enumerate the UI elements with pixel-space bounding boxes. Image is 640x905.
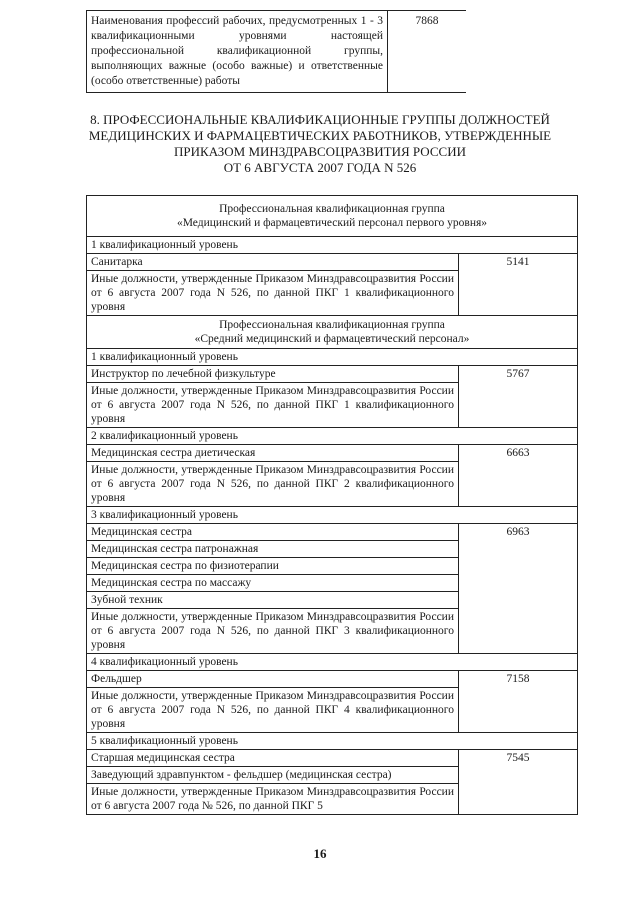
top-table-fragment (86, 10, 466, 93)
position-name: Иные должности, утвержденные Приказом Минздравсоцразвития России от 6 августа 2007 года N 526, по данной ПКГ 3 квалификационного уровня (87, 609, 459, 654)
level-label: 1 квалификационный уровень (87, 349, 578, 366)
level-label: 5 квалификационный уровень (87, 733, 578, 750)
salary-value: 6663 (459, 445, 578, 507)
level-row (87, 654, 578, 671)
group-header-row (87, 316, 578, 349)
section-heading-line: МЕДИЦИНСКИХ И ФАРМАЦЕВТИЧЕСКИХ РАБОТНИКОВ, УТВЕРЖДЕННЫЕ (88, 128, 552, 143)
group-title (87, 196, 578, 237)
level-row (87, 237, 578, 254)
section-heading (70, 112, 570, 176)
level-row (87, 733, 578, 750)
group-title-line: Профессиональная квалификационная группа (219, 203, 445, 215)
table-row (87, 366, 578, 383)
group-title-line: «Медицинский и фармацевтический персонал первого уровня» (176, 217, 488, 229)
table-row (87, 750, 578, 767)
position-name: Медицинская сестра диетическая (87, 445, 459, 462)
position-name: Иные должности, утвержденные Приказом Минздравсоцразвития России от 6 августа 2007 года N 526, по данной ПКГ 2 квалификационного уровня (87, 462, 459, 507)
table-row (87, 671, 578, 688)
salary-value: 6963 (459, 524, 578, 654)
position-name: Зубной техник (87, 592, 459, 609)
level-label: 3 квалификационный уровень (87, 507, 578, 524)
qualification-groups-table (86, 195, 578, 815)
position-name: Заведующий здравпунктом - фельдшер (медицинская сестра) (87, 767, 459, 784)
position-name: Медицинская сестра патронажная (87, 541, 459, 558)
position-name: Санитарка (87, 254, 459, 271)
level-row (87, 507, 578, 524)
group-title-line: Профессиональная квалификационная группа (219, 319, 445, 331)
position-name: Старшая медицинская сестра (87, 750, 459, 767)
section-heading-line: ПРИКАЗОМ МИНЗДРАВСОЦРАЗВИТИЯ РОССИИ (174, 144, 466, 159)
table-row (87, 254, 578, 271)
level-row (87, 349, 578, 366)
table-row (87, 524, 578, 541)
group-title (87, 316, 578, 349)
position-name: Фельдшер (87, 671, 459, 688)
level-label: 4 квалификационный уровень (87, 654, 578, 671)
position-name: Иные должности, утвержденные Приказом Минздравсоцразвития России от 6 августа 2007 года N 526, по данной ПКГ 1 квалификационного уровня (87, 271, 459, 316)
position-name: Медицинская сестра по физиотерапии (87, 558, 459, 575)
position-name: Иные должности, утвержденные Приказом Минздравсоцразвития России от 6 августа 2007 года № 526, по данной ПКГ 5 (87, 784, 459, 815)
position-name: Иные должности, утвержденные Приказом Минздравсоцразвития России от 6 августа 2007 года N 526, по данной ПКГ 1 квалификационного уровня (87, 383, 459, 428)
salary-value: 7545 (459, 750, 578, 815)
position-name: Инструктор по лечебной физкультуре (87, 366, 459, 383)
position-name: Медицинская сестра по массажу (87, 575, 459, 592)
top-row-text: Наименования профессий рабочих, предусмотренных 1 - 3 квалификационными уровнями настоящей профессиональной квалификационной группы, выполняющих важные (особо важные) и ответственные (особо ответственные) работы (87, 11, 388, 93)
table-row (87, 445, 578, 462)
section-heading-line: 8. ПРОФЕССИОНАЛЬНЫЕ КВАЛИФИКАЦИОННЫЕ ГРУППЫ ДОЛЖНОСТЕЙ (90, 112, 550, 127)
group-title-line: «Средний медицинский и фармацевтический персонал» (194, 333, 470, 345)
page-number: 16 (313, 846, 327, 861)
section-heading-line: ОТ 6 АВГУСТА 2007 ГОДА N 526 (223, 160, 417, 175)
position-name: Медицинская сестра (87, 524, 459, 541)
top-row-value: 7868 (388, 11, 467, 93)
salary-value: 5767 (459, 366, 578, 428)
position-name: Иные должности, утвержденные Приказом Минздравсоцразвития России от 6 августа 2007 года N 526, по данной ПКГ 4 квалификационного уровня (87, 688, 459, 733)
level-row (87, 428, 578, 445)
salary-value: 5141 (459, 254, 578, 316)
level-label: 1 квалификационный уровень (87, 237, 578, 254)
salary-value: 7158 (459, 671, 578, 733)
group-header-row (87, 196, 578, 237)
level-label: 2 квалификационный уровень (87, 428, 578, 445)
table-row (87, 11, 467, 93)
